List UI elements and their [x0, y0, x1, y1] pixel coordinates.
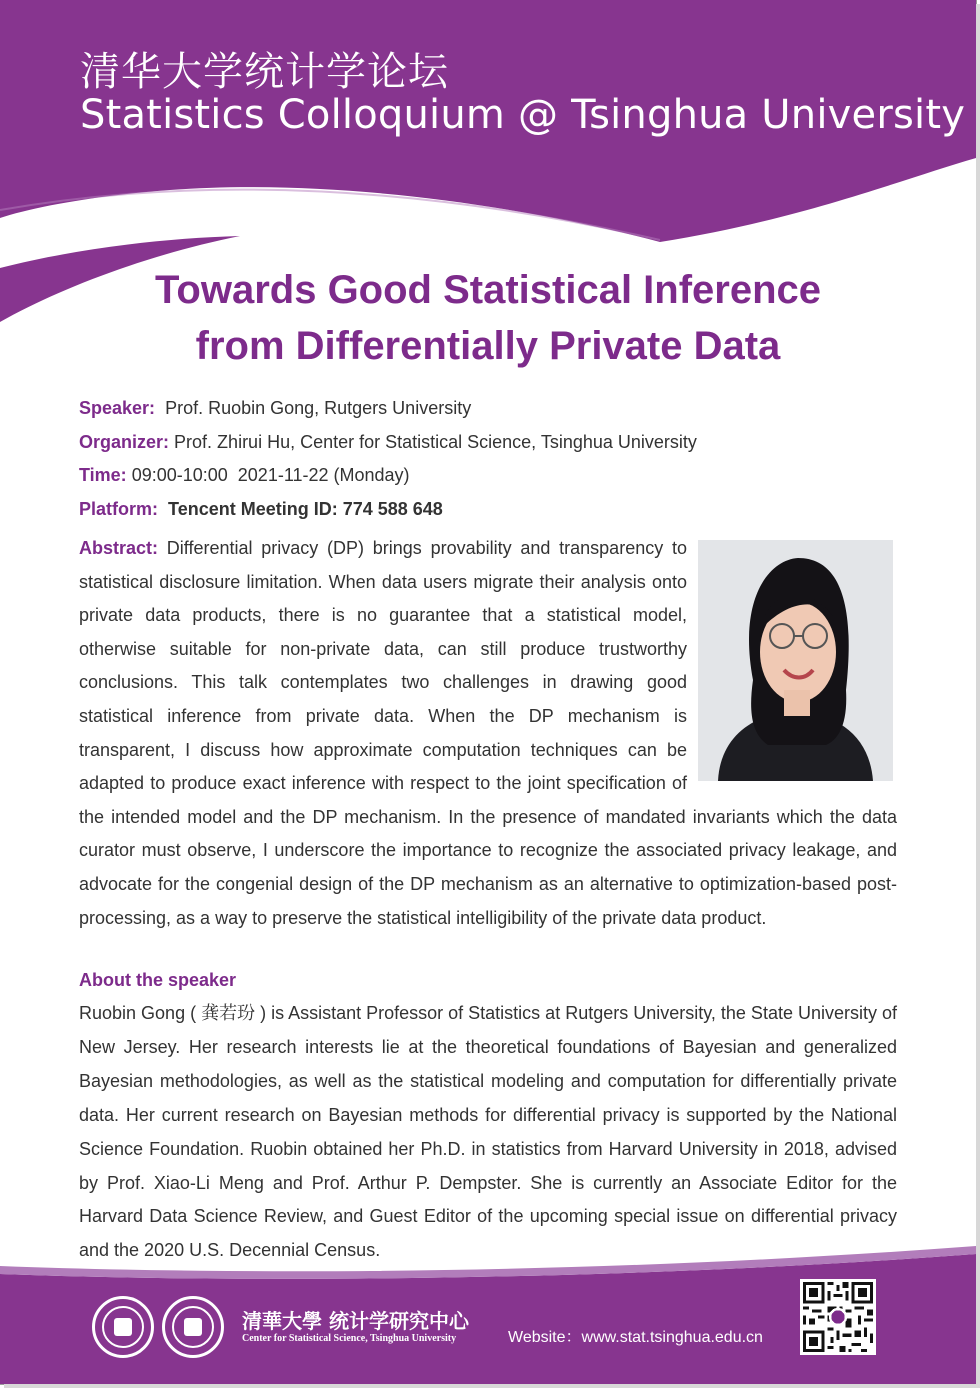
about-heading: About the speaker [79, 970, 237, 990]
time-value: 09:00-10:00 2021-11-22 (Monday) [131, 465, 410, 485]
speaker-bio: Ruobin Gong ( 龚若玢 ) is Assistant Professor of Statistics at Rutgers University, the State University of New Jersey. Her research interests lie at the theoretical foundations of Bayesian and generalized Bayesian methodologies, as well as the statistical modeling and computation for differentially private data. Her current research on Bayesian methods for differential privacy is supported by the National Science Foundation. Ruobin obtained her Ph.D. in statistics from Harvard University in 2018, advised by Prof. Xiao-Li Meng and Prof. Arthur P. Dempster. She is currently an Associate Editor for the Harvard Data Science Review, and Guest Editor of the upcoming special issue on differential privacy and the 2020 U.S. Decennial Census. [79, 1003, 897, 1261]
colloquium-title-cn: 清华大学统计学论坛 [80, 49, 449, 95]
page-shadow-right [976, 4, 980, 1388]
organizer-label: Organizer: [79, 432, 170, 452]
time-row [79, 463, 899, 487]
talk-title-line1: Towards Good Statistical Inference [154, 268, 822, 312]
qr-code [800, 1279, 876, 1355]
speaker-row [79, 396, 899, 420]
platform-row [79, 497, 899, 521]
talk-title-line2: from Differentially Private Data [195, 324, 781, 368]
organizer-row [79, 430, 899, 454]
organizer-value: Prof. Zhirui Hu, Center for Statistical Science, Tsinghua University [174, 432, 697, 452]
speaker-value: Prof. Ruobin Gong, Rutgers University [165, 398, 472, 418]
css-center-logo [162, 1296, 224, 1358]
speaker-label: Speaker: [79, 398, 156, 418]
abstract-text: Differential privacy (DP) brings provability and transparency to statistical disclosure limitation. When data users migrate their analysis onto private data products, there is no guarantee that a statistical model, otherwise suitable for non-private data, can still produce trustworthy conclusions. This talk contemplates two challenges in drawing good statistical inference from private data. When the DP mechanism is transparent, I discuss how approximate computation techniques can be adapted to produce exact inference with respect to the joint specification of the intended model and the DP mechanism. In the presence of mandated invariants which the data curator must observe, I underscore the importance to recognize the associated privacy leakage, and advocate for the congenial design of the DP mechanism as an alternative to optimization-based post-processing, as a way to preserve the statistical intelligibility of the private data product. [79, 538, 897, 928]
website-link[interactable]: Website：www.stat.tsinghua.edu.cn [508, 1329, 763, 1346]
abstract-paragraph [79, 532, 897, 935]
page-shadow-bottom [4, 1384, 980, 1388]
platform-label: Platform: [79, 499, 159, 519]
platform-value: Tencent Meeting ID: 774 588 648 [168, 499, 443, 519]
center-name-en: Center for Statistical Science, Tsinghua University [242, 1333, 457, 1344]
tsinghua-seal-logo [92, 1296, 154, 1358]
time-label: Time: [79, 465, 127, 485]
talk-title [0, 262, 976, 374]
colloquium-title-en: Statistics Colloquium @ Tsinghua University [80, 92, 966, 138]
abstract-label: Abstract: [79, 538, 159, 558]
photo-spacer [687, 532, 897, 782]
center-name-cn: 清華大學 统计学研究中心 [242, 1309, 469, 1333]
